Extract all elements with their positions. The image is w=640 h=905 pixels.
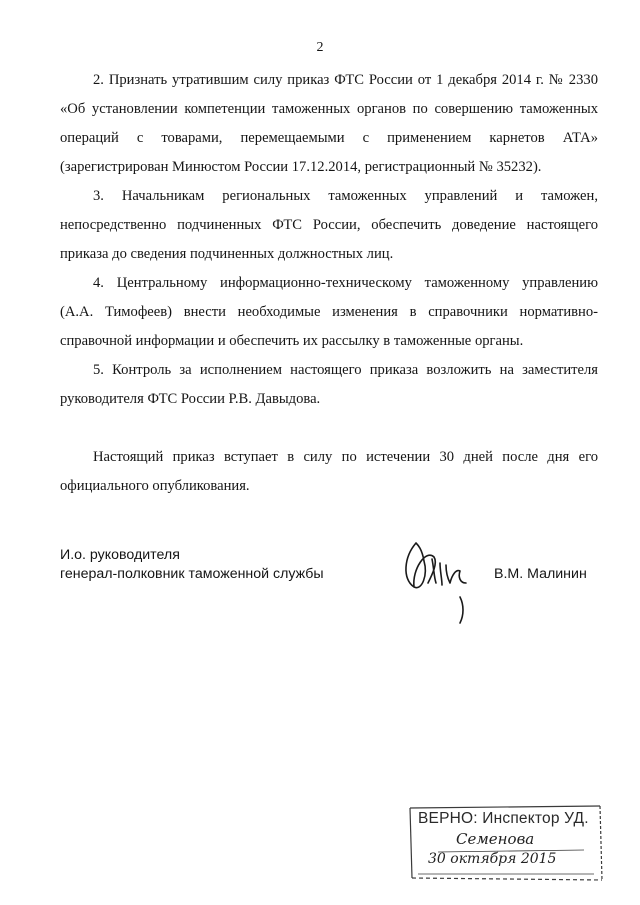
signer-name: В.М. Малинин: [494, 566, 587, 582]
paragraph-item-2: 2. Признать утратившим силу приказ ФТС России от 1 декабря 2014 г. № 2330 «Об установлении компетенции таможенных органов по совершению таможенных операций с товарами, перемещаемыми с применением карнетов АТА» (зарегистрирован Минюстом России 17.12.2014, регистрационный № 35232).: [60, 72, 598, 175]
handwritten-signature: [398, 535, 478, 625]
stamp-handwritten-name: Семенова: [456, 830, 535, 848]
page-number: 2: [316, 40, 324, 55]
stamp-certified-text: ВЕРНО: Инспектор УД.: [418, 810, 589, 827]
paragraph-item-4: 4. Центральному информационно-техническому таможенному управлению (А.А. Тимофеев) внести необходимые изменения в справочники нормативно-справочной информации и обеспечить их рассылку в таможенные органы.: [60, 275, 598, 349]
stamp-handwritten-date: 30 октября 2015: [428, 851, 557, 867]
paragraph-item-3: 3. Начальникам региональных таможенных управлений и таможен, непосредственно подчиненных ФТС России, обеспечить доведение настоящего приказа до сведения подчиненных должностных лиц.: [60, 188, 598, 262]
paragraph-item-5: 5. Контроль за исполнением настоящего приказа возложить на заместителя руководителя ФТС России Р.В. Давыдова.: [60, 362, 598, 407]
signatory-rank: генерал-полковник таможенной службы: [60, 566, 324, 582]
certification-stamp: [398, 798, 608, 884]
order-body: [60, 66, 598, 501]
paragraph-effective-date: Настоящий приказ вступает в силу по истечении 30 дней после дня его официального опубликования.: [60, 449, 598, 494]
signatory-position: [60, 546, 360, 584]
signatory-title: И.о. руководителя: [60, 547, 180, 563]
